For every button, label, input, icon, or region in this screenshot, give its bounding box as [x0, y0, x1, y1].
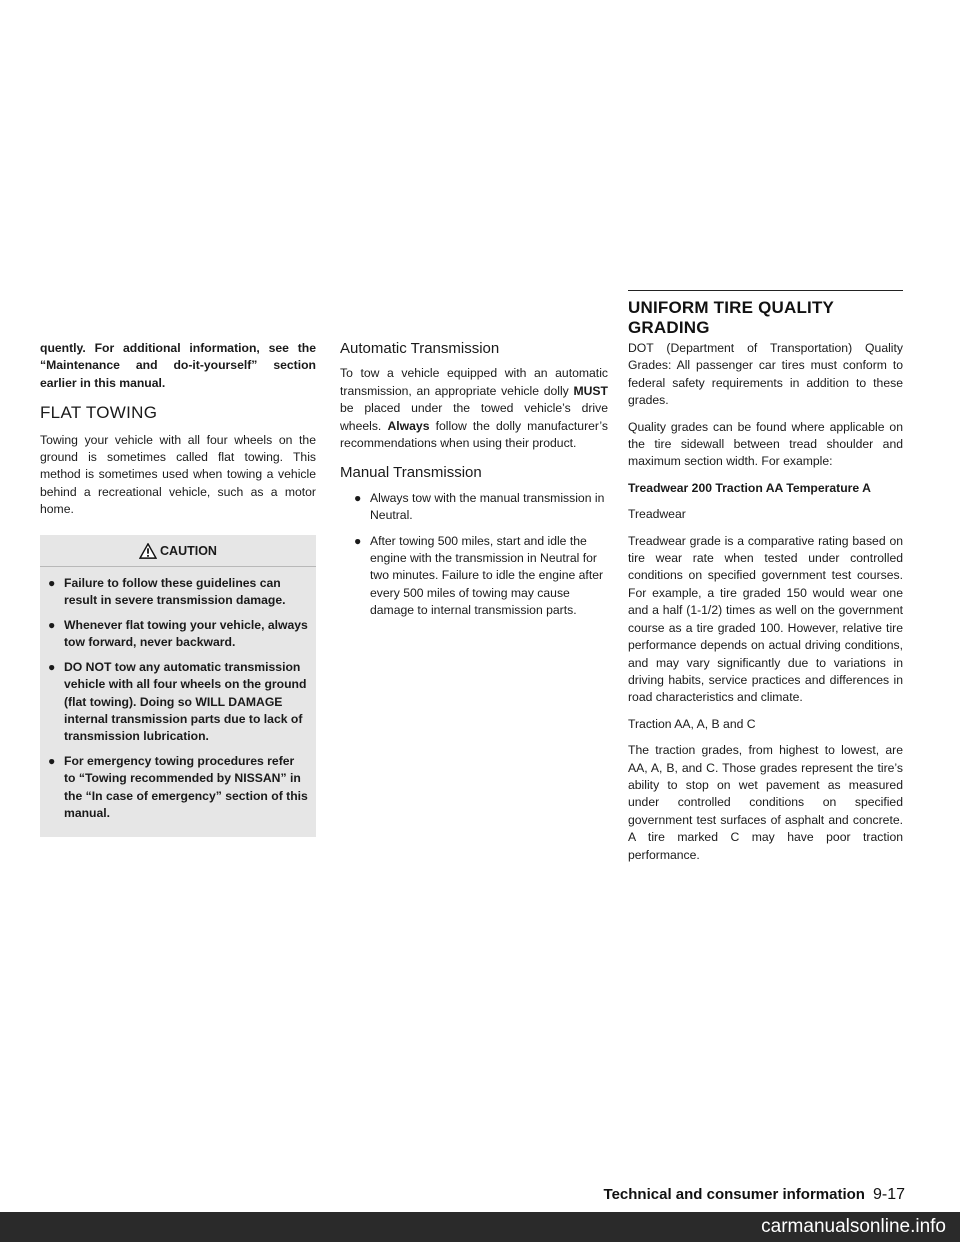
always-emphasis: Always	[387, 418, 430, 433]
flat-towing-text: Towing your vehicle with all four wheels on the ground is sometimes called flat towing. This method is sometimes used when towing a vehicle behind a recreational vehicle, such as a motor home.	[40, 432, 316, 517]
caution-title: CAUTION	[160, 543, 217, 558]
caution-item: ● Failure to follow these guidelines can result in severe transmission damage.	[48, 576, 286, 608]
watermark-banner	[0, 1212, 960, 1242]
intro-continuation: quently. For additional information, see the “Maintenance and do-it-yourself” section earlier in this manual.	[40, 341, 316, 390]
list-item: ● Always tow with the manual transmission in Neutral.	[354, 490, 605, 523]
bullet-icon: ●	[48, 617, 56, 632]
bullet-icon: ●	[354, 490, 362, 505]
manual-transmission-heading: Manual Transmission	[340, 464, 482, 482]
section-rule	[628, 290, 903, 291]
caution-list	[48, 575, 308, 822]
caution-item: ● For emergency towing procedures refer to “Towing recommended by NISSAN” in the “In case of emergency” section of this manual.	[48, 753, 308, 820]
caution-item: ● DO NOT tow any automatic transmission vehicle with all four wheels on the ground (flat towing). Doing so WILL DAMAGE internal transmission parts due to lack of transmission lubrication.	[48, 659, 307, 744]
section-title: UNIFORM TIRE QUALITY GRADING	[628, 298, 834, 337]
caution-header	[48, 543, 308, 560]
flat-towing-heading: FLAT TOWING	[40, 403, 158, 423]
bullet-icon: ●	[48, 576, 56, 591]
list-item: ● After towing 500 miles, start and idle the engine with the transmission in Neutral for two minutes. Failure to idle the engine after every 500 miles of towing may cause damage to internal transmission parts.	[354, 533, 604, 618]
traction-text: The traction grades, from highest to lowest, are AA, A, B, and C. Those grades represent the tire’s ability to stop on wet pavement as measured under controlled conditions on specified government test surfaces of asphalt and concrete. A tire marked C may have poor traction performance.	[628, 743, 903, 862]
caution-item: ● Whenever flat towing your vehicle, always tow forward, never backward.	[48, 617, 308, 650]
automatic-transmission-heading: Automatic Transmission	[340, 340, 500, 357]
column-left	[40, 340, 316, 837]
bullet-icon: ●	[354, 533, 362, 548]
manual-transmission-list	[340, 490, 608, 620]
grade-example: Treadwear 200 Traction AA Temperature A	[628, 480, 871, 495]
treadwear-label: Treadwear	[628, 507, 686, 522]
bullet-icon: ●	[48, 659, 56, 674]
caution-box	[40, 535, 316, 838]
watermark-text: carmanualsonline.info	[761, 1216, 946, 1237]
must-emphasis: MUST	[573, 383, 608, 398]
traction-label: Traction AA, A, B and C	[628, 716, 756, 731]
automatic-transmission-text: To tow a vehicle equipped with an automatic transmission, an appropriate vehicle dolly MUST be placed under the towed vehicle’s drive wheels. Always follow the dolly manufacturer’s recommendations when using their product.	[340, 366, 609, 451]
dot-grades-text: DOT (Department of Transportation) Quality Grades: All passenger car tires must conform to federal safety requirements in addition to these grades.	[628, 341, 903, 408]
column-right	[628, 340, 903, 873]
warning-triangle-icon	[139, 543, 157, 559]
grades-location-text: Quality grades can be found where applicable on the tire sidewall between tread shoulder and maximum section width. For example:	[628, 419, 903, 469]
page-footer	[580, 1186, 905, 1204]
column-middle	[340, 340, 608, 628]
caution-divider	[40, 566, 316, 567]
page-number: 9-17	[872, 1186, 905, 1203]
treadwear-text: Treadwear grade is a comparative rating based on tire wear rate when tested under controlled conditions on specified government test courses. For example, a tire graded 150 would wear one and a half (1-1/2) times as well on the government course as a tire graded 100. However, relative tire performance depends on actual driving conditions, and may vary significantly due to variations in driving habits, service practices and differences in road characteristics and climate.	[628, 533, 903, 705]
chapter-title: Technical and consumer information	[603, 1186, 865, 1203]
bullet-icon: ●	[48, 753, 56, 768]
